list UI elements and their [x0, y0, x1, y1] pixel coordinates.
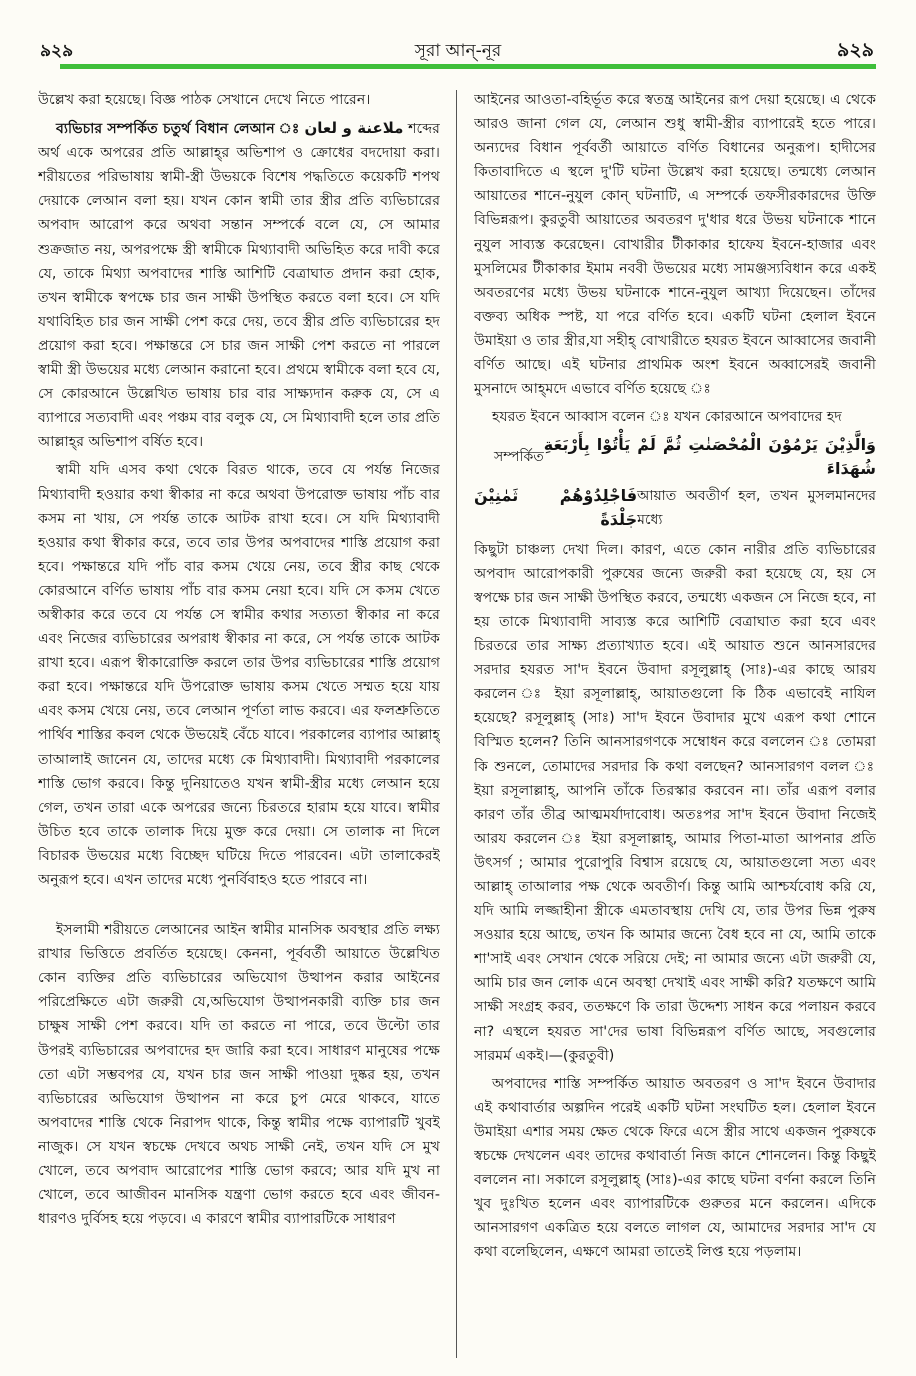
left-column: [38, 88, 440, 1358]
right-column: [474, 88, 876, 1358]
verse-caption: আয়াত অবতীর্ণ হল, তখন মুসলমানদের মধ্যে: [637, 487, 876, 528]
arabic-term: ملاعنة و لعان: [304, 119, 404, 138]
page-number-left: ৯২৯: [40, 41, 74, 61]
quran-verse: وَالَّذِيْنَ يَرْمُوْنَ الْمُحْصَنٰتِ ثُمَّ لَمْ يَأْتُوْا بِأَرْبَعَةِ شُهَدَاءَ: [543, 435, 876, 479]
verse-label: সম্পর্কিত: [494, 449, 544, 466]
paragraph: ইসলামী শরীয়তে লেআনের আইন স্বামীর মানসিক অবস্থার প্রতি লক্ষ্য রাখার ভিত্তিতে প্রবর্তিত হয়েছে। কেননা, পূর্ববর্তী আয়াতে উল্লেখিত কোন ব্যক্তির প্রতি ব্যভিচারের অভিযোগ উত্থাপন করার আইনের পরিপ্রেক্ষিতে এটা জরুরী যে,অভিযোগ উত্থাপনকারী ব্যক্তি চার জন চাক্ষুষ সাক্ষী পেশ করবে। যদি তা করতে না পারে, তবে উল্টো তার উপরই ব্যভিচারের অপবাদের হদ জারি করা হবে। সাধারণ মানুষের পক্ষে তো এটা সম্ভবপর যে, যখন চার জন সাক্ষী পাওয়া দুষ্কর হয়, তখন ব্যভিচারের অভিযোগ উত্থাপন না করে চুপ মেরে থাকবে, যাতে অপবাদের শাস্তি থেকে নিরাপদ থাকে, কিন্তু স্বামীর পক্ষে ব্যাপারটি খুবই নাজুক। সে যখন স্বচক্ষে দেখবে অথচ সাক্ষী নেই, তখন যদি সে মুখ খোলে, তবে অপবাদ আরোপের শাস্তি ভোগ করবে; আর যদি মুখ না খোলে, তবে আজীবন মানসিক যন্ত্রণা ভোগ করতে হবে এবং জীবন-ধারণও দুর্বিসহ হয়ে পড়বে। এ কারণে স্বামীর ব্যাপারটিকে সাধারণ: [38, 922, 440, 1228]
verse-line: [474, 484, 876, 532]
paragraph: হযরত ইবনে আব্বাস বলেন ঃ যখন কোরআনে অপবাদের হদ: [492, 409, 842, 426]
paragraph: উল্লেখ করা হয়েছে। বিজ্ঞ পাঠক সেখানে দেখে নিতে পারেন।: [38, 92, 371, 108]
quran-verse: فَاجْلِدُوْهُمْ ثَمٰنِيْنَ جَلْدَةً: [474, 485, 638, 529]
page-number-right: ৯২৯: [836, 39, 874, 61]
paragraph: কিছুটা চাঞ্চল্য দেখা দিল। কারণ, এতে কোন নারীর প্রতি ব্যভিচারের অপবাদ আরোপকারী পুরুষের জন্যে জরুরী করা হয়েছে যে, হয় সে স্বপক্ষে চার জন সাক্ষী উপস্থিত করবে, তন্মধ্যে একজন সে নিজে হবে, না হয় তাকে মিথ্যাবাদী সাব্যস্ত করে আশিটি বেত্রাঘাত করা হবে এবং চিরতরে তার সাক্ষ্য প্রত্যাখ্যাত হবে। এই আয়াত শুনে আনসারদের সরদার হযরত সা'দ ইবনে উবাদা রসূলুল্লাহ্ (সাঃ)-এর কাছে আরয করলেন ঃ ইয়া রসূলাল্লাহ্, আয়াতগুলো কি ঠিক এভাবেই নাযিল হয়েছে? রসূলুল্লাহ্ (সাঃ) সা'দ ইবনে উবাদার মুখে এরূপ কথা শোনে বিস্মিত হলেন? তিনি আনসারগণকে সম্বোধন করে বললেন ঃ তোমরা কি শুনলে, তোমাদের সরদার কি কথা বলছেন? আনসারগণ বলল ঃ ইয়া রসূলাল্লাহ্, আপনি তাঁকে তিরস্কার করবেন না। তাঁর এরূপ বলার কারণ তাঁর তীব্র আত্মমর্যাদাবোধ। অতঃপর সা'দ ইবনে উবাদা নিজেই আরয করলেন ঃ ইয়া রসূলাল্লাহ্, আমার পিতা-মাতা আপনার প্রতি উৎসর্গ ; আমার পুরোপুরি বিশ্বাস রয়েছে যে, আয়াতগুলো সত্য এবং আল্লাহ্ তাআলার পক্ষ থেকে অবতীর্ণ। কিন্তু আমি আশ্চর্যবোধ করি যে, যদি আমি লজ্জাহীনা স্ত্রীকে এমতাবস্থায় দেখি যে, তার উপর ভিন্ন পুরুষ সওয়ার হয়ে আছে, তখন কি আমার জন্যে বৈধ হবে না যে, আমি তাকে শা'সাই এবং সেখান থেকে সরিয়ে দেই; না আমার জন্যে এটা জরুরী যে, আমি চার জন লোক এনে অবস্থা দেখাই এবং সাক্ষী করি? যতক্ষণে আমি সাক্ষী সংগ্রহ করব, ততক্ষণে কি তারা উদ্দেশ্য সাধন করে পলায়ন করবে না? এস্থলে হযরত সা'দের ভাষা বিভিন্নরূপ বর্ণিত আছে, সবগুলোর সারমর্ম একই।—(কুরতুবী): [474, 541, 876, 1064]
section-heading: ব্যভিচার সম্পর্কিত চতুর্থ বিধান লেআন ঃ: [56, 121, 300, 138]
column-divider: [456, 90, 457, 1358]
paragraph: অপবাদের শাস্তি সম্পর্কিত আয়াত অবতরণ ও সা'দ ইবনে উবাদার এই কথাবার্তার অল্পদিন পরেই একটি ঘটনা সংঘটিত হল। হেলাল ইবনে উমাইয়া এশার সময় ক্ষেত থেকে ফিরে এসে স্ত্রীর সাথে একজন পুরুষকে স্বচক্ষে দেখলেন এবং তাদের কথাবার্তা নিজ কানে শোনলেন। কিন্তু কিছুই বললেন না। সকালে রসূলুল্লাহ্ (সাঃ)-এর কাছে ঘটনা বর্ণনা করলে তিনি খুব দুঃখিত হলেন এবং ব্যাপারটিকে গুরুতর মনে করলেন। এদিকে আনসারগণ একত্রিত হয়ে বলতে লাগল যে, আমাদের সরদার সা'দ যে কথা বলেছিলেন, এক্ষণে আমরা তাতেই লিপ্ত হয়ে পড়লাম।: [474, 1075, 876, 1261]
header-rule: [60, 64, 876, 69]
verse-line: [474, 433, 876, 481]
paragraph-text: শব্দের অর্থ একে অপরের প্রতি আল্লাহ্‌র অভিশাপ ও ক্রোধের বদদোয়া করা। শরীয়তের পরিভাষায় স্বামী-স্ত্রী উভয়কে বিশেষ পদ্ধতিতে কয়েকটি শপথ দেয়াকে লেআন বলা হয়। যখন কোন স্বামী তার স্ত্রীর প্রতি ব্যভিচারের অপবাদ আরোপ করে অথবা সন্তান সম্পর্কে বলে যে, সে আমার শুক্রজাত নয়, অপরপক্ষে স্ত্রী স্বামীকে মিথ্যাবাদী অভিহিত করে দাবী করে যে, তাকে মিথ্যা অপবাদের শাস্তি আশিটি বেত্রাঘাত প্রদান করা হোক, তখন স্বামীকে স্বপক্ষে চার জন সাক্ষী উপস্থিত করতে বলা হবে। সে যদি যথাবিহিত চার জন সাক্ষী পেশ করে দেয়, তবে স্ত্রীর প্রতি ব্যভিচারের হদ প্রয়োগ করা হবে। পক্ষান্তরে সে চার জন সাক্ষী পেশ করতে না পারলে স্বামী স্ত্রী উভয়ের মধ্যে লেআন করানো হবে। প্রথমে স্বামীকে বলা হবে যে, সে কোরআনে উল্লেখিত ভাষায় চার বার সাক্ষ্যদান করুক যে, সে এ ব্যাপারে সত্যবাদী এবং পঞ্চম বার বলুক যে, সে মিথ্যাবাদী হলে তার প্রতি আল্লাহ্‌র অভিশাপ বর্ষিত হবে।: [38, 121, 440, 451]
surah-title: সূরা আন্-নূর: [414, 41, 502, 61]
paragraph: [38, 116, 440, 454]
paragraph: আইনের আওতা-বহির্ভূত করে স্বতন্ত্র আইনের রূপ দেয়া হয়েছে। এ থেকে আরও জানা গেল যে, লেআন শুধু স্বামী-স্ত্রীর ব্যাপারেই হতে পারে। অন্যদের বিধান পূর্ববর্তী আয়াতে বর্ণিত বিধানের অনুরূপ। হাদীসের কিতাবাদিতে এ স্থলে দু'টি ঘটনা উল্লেখ করা হয়েছে। তন্মধ্যে লেআন আয়াতের শানে-নুযুল কোন্ ঘটনাটি, এ সম্পর্কে তফসীরকারদের উক্তি বিভিন্নরূপ। কুরতুবী আয়াতের অবতরণ দু'ধার ধরে উভয় ঘটনাকে শানে নুযুল সাব্যস্ত করেছেন। বোখারীর টীকাকার হাফেয ইবনে-হাজার এবং মুসলিমের টীকাকার ইমাম নববী উভয়ের মধ্যে সামঞ্জস্যবিধান করে একই অবতরণের মধ্যে উভয় ঘটনাকে শানে-নুযুল আখ্যা দিয়েছেন। তাঁদের বক্তব্য অধিক স্পষ্ট, যা পরে বর্ণিত হবে। একটি ঘটনা হেলাল ইবনে উমাইয়া ও তার স্ত্রীর,যা সহীহ্ বোখারীতে হযরত ইবনে আব্বাসের জবানী বর্ণিত আছে। এই ঘটনার প্রাথমিক অংশ ইবনে অব্বাসেরই জবানী মুসনাদে আহ্‌মদে এভাবে বর্ণিত হয়েছে ঃ: [474, 92, 876, 398]
paragraph: স্বামী যদি এসব কথা থেকে বিরত থাকে, তবে যে পর্যন্ত নিজের মিথ্যাবাদী হওয়ার কথা স্বীকার না করে অথবা উপরোক্ত ভাষায় পাঁচ বার কসম না খায়, সে পর্যন্ত তাকে আটক রাখা হবে। সে যদি মিথ্যাবাদী হওয়ার কথা স্বীকার করে, তবে তার উপর অপবাদের শাস্তি প্রয়োগ করা হবে। পক্ষান্তরে যদি পাঁচ বার কসম খেয়ে নেয়, তবে স্ত্রীর কাছ থেকে কোরআনে বর্ণিত ভাষায় পাঁচ বার কসম নেয়া হবে। যদি সে কসম খেতে অস্বীকার করে তবে যে পর্যন্ত সে স্বামীর কথার সত্যতা স্বীকার না করে এবং নিজের ব্যভিচারের অপরাধ স্বীকার না করে, সে পর্যন্ত তাকে আটক রাখা হবে। এরূপ স্বীকারোক্তি করলে তার উপর ব্যভিচারের শাস্তি প্রয়োগ করা হবে। পক্ষান্তরে যদি উপরোক্ত ভাষায় কসম খেতে সম্মত হয়ে যায় এবং কসম খেয়ে নেয়, তবে লেআন পূর্ণতা লাভ করবে। এর ফলশ্রুতিতে পার্থিব শাস্তির কবল থেকে উভয়েই বেঁচে যাবে। পরকালের ব্যাপার আল্লাহ্ তাআলাই জানেন যে, তাদের মধ্যে কে মিথ্যাবাদী। মিথ্যাবাদী পরকালের শাস্তি ভোগ করবে। কিন্তু দুনিয়াতেও যখন স্বামী-স্ত্রীর মধ্যে লেআন হয়ে গেল, তখন তারা একে অপরের জন্যে চিরতরে হারাম হয়ে যাবে। স্বামীর উচিত হবে তাকে তালাক দিয়ে মুক্ত করে দেয়া। সে তালাক না দিলে বিচারক উভয়ের মধ্যে বিচ্ছেদ ঘটিয়ে দিতে পারবেন। এটা তালাকেরই অনুরূপ হবে। এখন তাদের মধ্যে পুনর্বিবাহও হতে পারবে না।: [38, 462, 440, 888]
page-header: [0, 0, 916, 70]
